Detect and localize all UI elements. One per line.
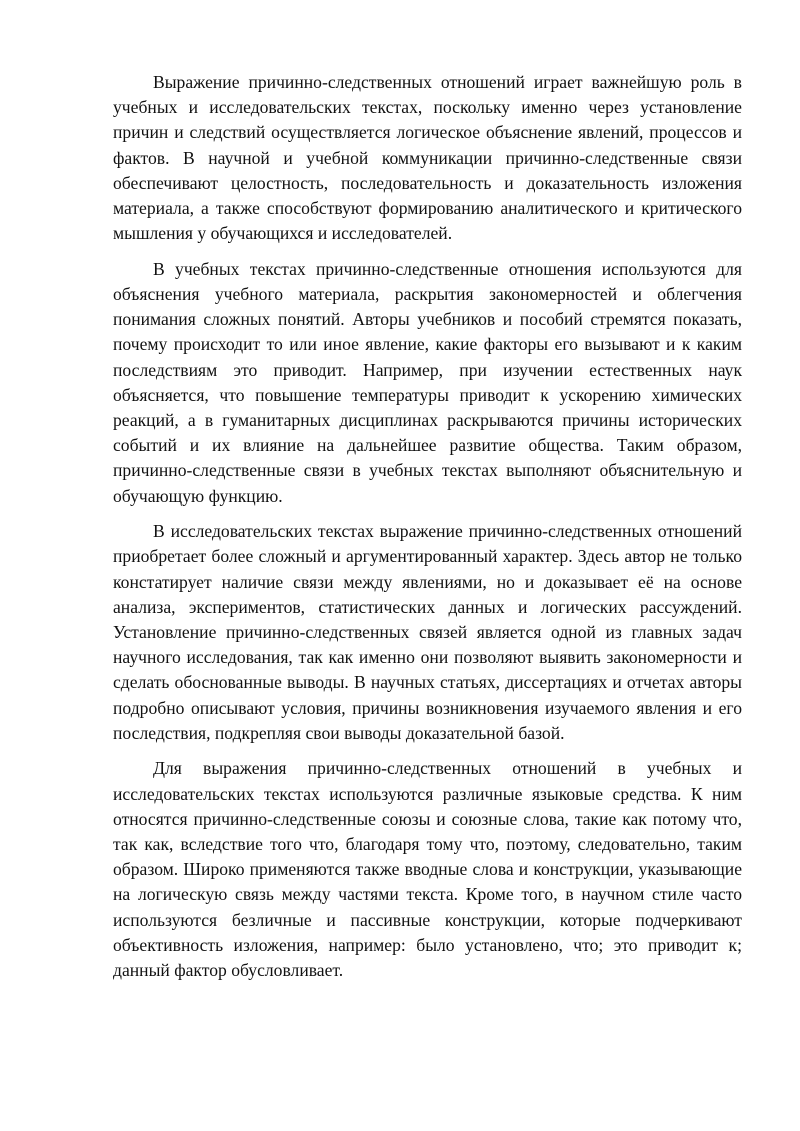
paragraph-4 (113, 756, 742, 983)
document-page (113, 70, 742, 994)
paragraph-1 (113, 70, 742, 246)
paragraph-1-text: Выражение причинно-следственных отношений играет важнейшую роль в учебных и исследовательских текстах, поскольку именно через установление причин и следствий осуществляется логическое объяснение явлений, процессов и фактов. В научной и учебной коммуникации причинно-следственные связи обеспечивают целостность, последовательность и доказательность изложения материала, а также способствуют формированию аналитического и критического мышления у обучающихся и исследователей. (113, 72, 742, 244)
paragraph-4-examples-italic: было установлено, что; это приводит к; данный фактор обусловливает (113, 934, 742, 981)
paragraph-4-text-a: Для выражения причинно-следственных отношений в учебных и исследовательских текстах используются различные языковые средства. К ним относятся причинно-следственные союзы и союзные слова, такие как (113, 758, 742, 829)
paragraph-4-conjunctions-italic: потому что, так как, вследствие того что, благодаря тому что, поэтому, следовательно, таким образом (113, 808, 742, 880)
paragraph-3 (113, 519, 742, 746)
paragraph-2-text: В учебных текстах причинно-следственные отношения используются для объяснения учебного материала, раскрытия закономерностей и облегчения понимания сложных понятий. Авторы учебников и пособий стремятся показать, почему происходит то или иное явление, какие факторы его вызывают и к каким последствиям это приводит. Например, при изучении естественных наук объясняется, что повышение температуры приводит к ускорению химических реакций, а в гуманитарных дисциплинах раскрываются причины исторических событий и их влияние на дальнейшее развитие общества. Таким образом, причинно-следственные связи в учебных текстах выполняют объяснительную и обучающую функцию. (113, 258, 742, 506)
paragraph-4-text-end: . (338, 960, 344, 981)
paragraph-2 (113, 257, 742, 509)
paragraph-3-text: В исследовательских текстах выражение причинно-следственных отношений приобретает более сложный и аргументированный характер. Здесь автор не только констатирует наличие связи между явлениями, но и доказывает её на основе анализа, экспериментов, статистических данных и логических рассуждений. Установление причинно-следственных связей является одной из главных задач научного исследования, так как именно они позволяют выявить закономерности и сделать обоснованные выводы. В научных статьях, диссертациях и отчетах авторы подробно описывают условия, причины возникновения изучаемого явления и его последствия, подкрепляя свои выводы доказательной базой. (113, 521, 742, 743)
paragraph-4-text-b: . Широко применяются также вводные слова и конструкции, указывающие на логическую связь между частями текста. Кроме того, в научном стиле часто используются безличные и пассивные конструкции, которые подчеркивают объективность изложения, например: (113, 859, 742, 955)
